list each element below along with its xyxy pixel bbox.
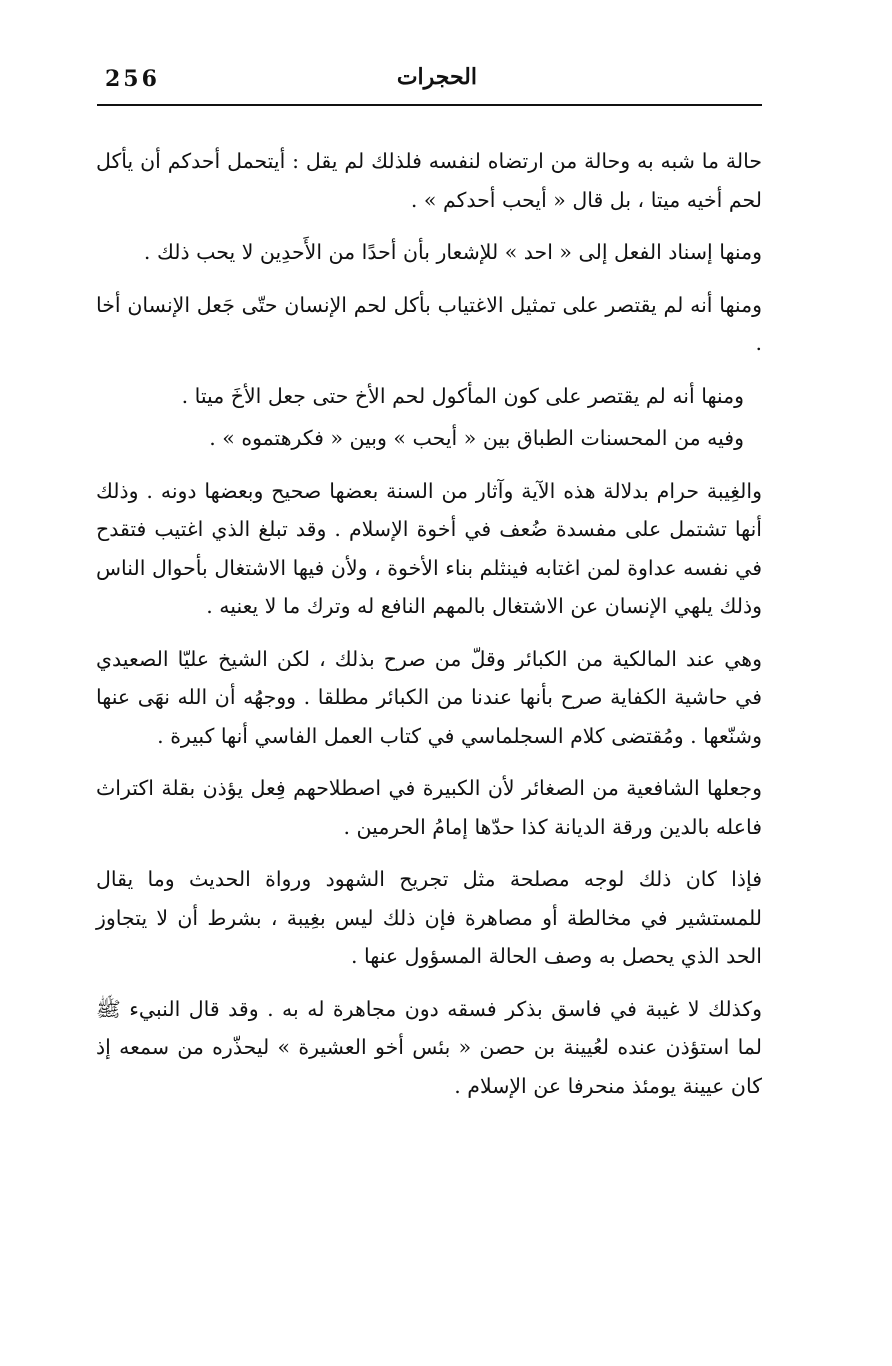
page-number: 256 (105, 66, 160, 92)
page-header (97, 60, 762, 106)
paragraph-4: ومنها أنه لم يقتصر على كون المأكول لحم الأخ حتى جعل الأخَ ميتا . (181, 383, 744, 408)
paragraph-7: وهي عند المالكية من الكبائر وقلّ من صرح بذلك ، لكن الشيخ عليّا الصعيدي في حاشية الكفاية صرح بأنها عندنا من الكبائر مطلقا . ووجهُه أن الله نهَى عنها وشنّعها . ومُقتضى كلام السجلماسي في كتاب العمل الفاسي أنها كبيرة . (96, 646, 762, 748)
paragraph-2: ومنها إسناد الفعل إلى « احد » للإشعار بأن أحدًا من الأَحدِين لا يحب ذلك . (143, 240, 762, 264)
paragraph-9: فإذا كان ذلك لوجه مصلحة مثل تجريح الشهود ورواة الحديث وما يقال للمستشير في مخالطة أو مصاهرة فإن ذلك ليس بغِيبة ، بشرط أن لا يتجاوز الحد الذي يحصل به وصف الحالة المسؤول عنها . (96, 867, 762, 968)
paragraph-6: والغِيبة حرام بدلالة هذه الآية وآثار من السنة بعضها صحيح وبعضها دونه . وذلك أنها تشتمل على مفسدة ضُعف في أخوة الإسلام . وقد تبلغ الذي اغتيب فتقدح في نفسه عداوة لمن اغتابه فينثلم بناء الأخوة ، ولأن فيها الاشتغال بأحوال الناس وذلك يلهي الإنسان عن الاشتغال بالمهم النافع له وترك ما لا يعنيه . (96, 478, 762, 618)
paragraph-3: ومنها أنه لم يقتصر على تمثيل الاغتياب بأكل لحم الإنسان حتّى جَعل الإنسان أخا . (96, 292, 762, 355)
running-title: الحجرات (396, 64, 477, 90)
paragraph-1: حالة ما شبه به وحالة من ارتضاه لنفسه فلذلك لم يقل : أيتحمل أحدكم أن يأكل لحم أخيه ميتا ، بل قال « أيحب أحدكم » . (96, 149, 762, 212)
body-text (96, 142, 762, 1119)
paragraph-8: وجعلها الشافعية من الصغائر لأن الكبيرة في اصطلاحهم فِعل يؤذن بقلة اكتراث فاعله بالدين ورقة الديانة كذا حدّها إمامُ الحرمين . (96, 776, 762, 839)
paragraph-5: وفيه من المحسنات الطباق بين « أيحب » وبين « فكرهتموه » . (209, 426, 744, 450)
paragraph-10: وكذلك لا غيبة في فاسق بذكر فسقه دون مجاهرة له به . وقد قال النبيء ﷺ لما استؤذن عنده لعُيينة بن حصن « بئس أخو العشيرة » ليحذّره من سمعه إذ كان عيينة يومئذ منحرفا عن الإسلام . (96, 996, 762, 1098)
